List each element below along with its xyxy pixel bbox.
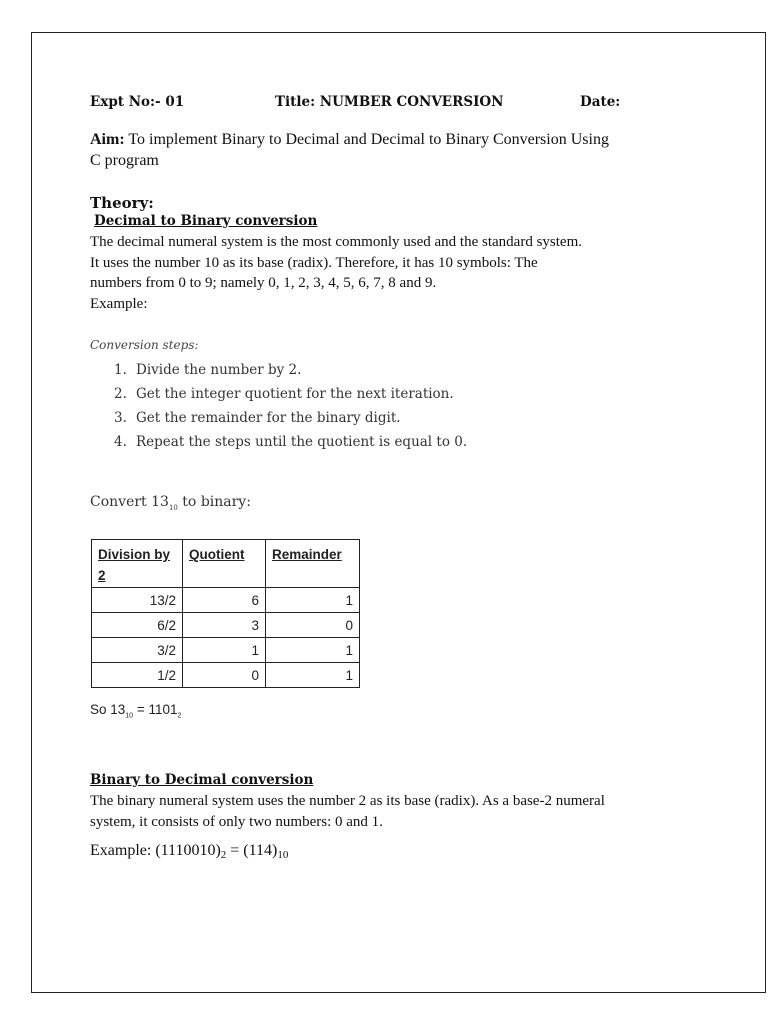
step-text: Get the remainder for the binary digit.	[136, 410, 401, 426]
paragraph-line: Example:	[90, 295, 148, 312]
division-cell: 13/2	[92, 588, 183, 613]
bin-to-dec-heading: Binary to Decimal conversion	[90, 772, 314, 788]
quotient-cell: 1	[183, 638, 266, 663]
step-number: 1.	[114, 362, 127, 378]
convert-suffix: to binary:	[177, 494, 251, 510]
quotient-cell: 3	[183, 613, 266, 638]
division-cell: 3/2	[92, 638, 183, 663]
step-text: Repeat the steps until the quotient is equal to 0.	[136, 434, 468, 450]
example-subscript-1: 2	[220, 849, 227, 861]
expt-number: Expt No:- 01	[90, 94, 185, 110]
column-header-division: Division by 2	[92, 540, 183, 588]
result-value: = 1101	[133, 702, 178, 717]
result-subscript-2: 2	[177, 712, 182, 720]
quotient-cell: 0	[183, 663, 266, 688]
quotient-cell: 6	[183, 588, 266, 613]
convert-instruction	[90, 494, 251, 512]
convert-prefix: Convert 13	[90, 494, 169, 510]
table-header-row	[92, 540, 360, 588]
step-text: Divide the number by 2.	[136, 362, 302, 378]
paragraph-line: system, it consists of only two numbers: 0 and 1.	[90, 813, 383, 830]
step-number: 3.	[114, 410, 127, 426]
paragraph-line: It uses the number 10 as its base (radix). Therefore, it has 10 symbols: The	[90, 254, 538, 271]
date-label: Date:	[580, 94, 621, 110]
dec-to-bin-heading: Decimal to Binary conversion	[94, 213, 318, 229]
column-header-quotient: Quotient	[183, 540, 266, 588]
example-value: = (114)	[226, 842, 278, 859]
division-cell: 1/2	[92, 663, 183, 688]
step-number: 4.	[114, 434, 127, 450]
paragraph-line: The decimal numeral system is the most commonly used and the standard system.	[90, 234, 582, 250]
table-row	[92, 588, 360, 613]
aim-label: Aim:	[90, 131, 125, 148]
experiment-title: Title: NUMBER CONVERSION	[275, 94, 504, 110]
step-item	[114, 406, 467, 430]
bin-to-dec-paragraph	[90, 791, 605, 832]
theory-heading: Theory:	[90, 194, 154, 212]
table-row	[92, 663, 360, 688]
step-item	[114, 430, 467, 454]
remainder-cell: 0	[266, 613, 360, 638]
remainder-cell: 1	[266, 638, 360, 663]
remainder-cell: 1	[266, 663, 360, 688]
step-number: 2.	[114, 386, 127, 402]
paragraph-line: numbers from 0 to 9; namely 0, 1, 2, 3, 4, 5, 6, 7, 8 and 9.	[90, 275, 437, 291]
paragraph-line: The binary numeral system uses the number 2 as its base (radix). As a base-2 numeral	[90, 793, 605, 809]
division-table	[91, 539, 360, 688]
remainder-cell: 1	[266, 588, 360, 613]
aim-text: To implement Binary to Decimal and Decimal to Binary Conversion Using	[128, 131, 609, 148]
conversion-steps-list	[114, 358, 467, 454]
table-row	[92, 613, 360, 638]
steps-caption: Conversion steps:	[90, 338, 199, 352]
column-header-remainder: Remainder	[266, 540, 360, 588]
step-item	[114, 358, 467, 382]
result-subscript-1: 10	[125, 712, 134, 720]
division-cell: 6/2	[92, 613, 183, 638]
step-text: Get the integer quotient for the next iteration.	[136, 386, 454, 402]
conversion-result	[90, 702, 181, 720]
step-item	[114, 382, 467, 406]
example-prefix: Example: (1110010)	[90, 842, 221, 859]
bin-to-dec-example	[90, 842, 288, 861]
example-subscript-2: 10	[277, 849, 289, 861]
table-row	[92, 638, 360, 663]
aim-line-1	[90, 130, 609, 151]
aim-line-2: C program	[90, 152, 159, 169]
result-prefix: So 13	[90, 702, 126, 717]
convert-subscript: 10	[168, 503, 178, 512]
dec-to-bin-paragraph	[90, 232, 582, 314]
